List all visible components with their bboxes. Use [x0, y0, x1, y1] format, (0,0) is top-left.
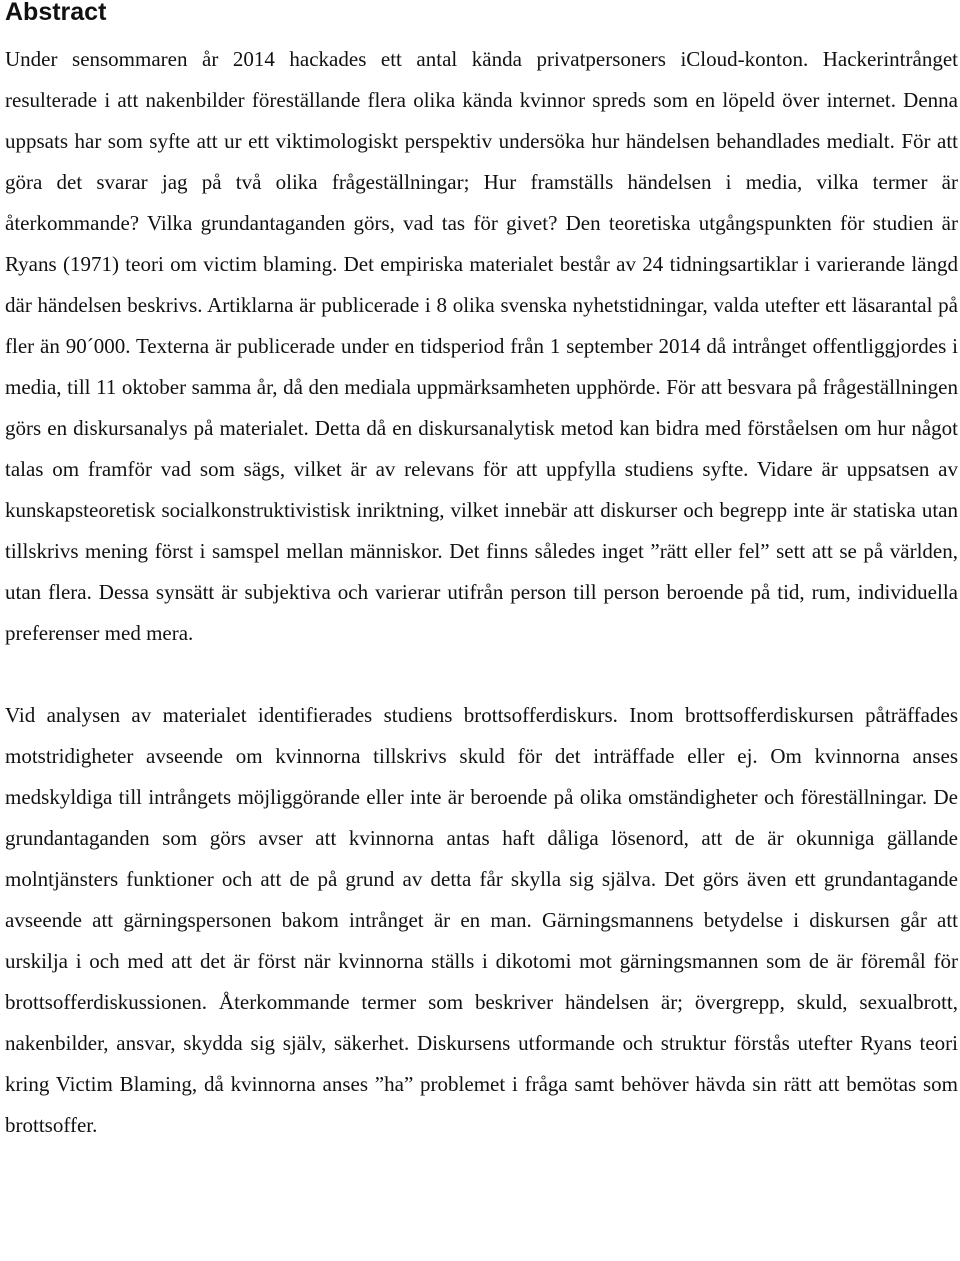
document-page [5, 0, 958, 1146]
abstract-paragraph-2: Vid analysen av materialet identifierades studiens brottsofferdiskurs. Inom brottsofferdiskursen påträffades motstridigheter avseende om kvinnorna tillskrivs skuld för det inträffade eller ej. Om kvinnorna anses medskyldiga till intrångets möjliggörande eller inte är beroende på olika omständigheter och föreställningar. De grundantaganden som görs avser att kvinnorna antas haft dåliga lösenord, att de är okunniga gällande molntjänsters funktioner och att de på grund av detta får skylla sig själva. Det görs även ett grundantagande avseende att gärningspersonen bakom intrånget är en man. Gärningsmannens betydelse i diskursen går att urskilja i och med att det är först när kvinnorna ställs i dikotomi mot gärningsmannen som de är föremål för brottsofferdiskussionen. Återkommande termer som beskriver händelsen är; övergrepp, skuld, sexualbrott, nakenbilder, ansvar, skydda sig själv, säkerhet. Diskursens utformande och struktur förstås utefter Ryans teori kring Victim Blaming, då kvinnorna anses ”ha” problemet i fråga samt behöver hävda sin rätt att bemötas som brottsoffer. [5, 703, 958, 1137]
abstract-heading: Abstract [5, 0, 107, 26]
abstract-paragraph-1: Under sensommaren år 2014 hackades ett antal kända privatpersoners iCloud-konton. Hackerintrånget resulterade i att nakenbilder föreställande flera olika kända kvinnor spreds som en löpeld över internet. Denna uppsats har som syfte att ur ett viktimologiskt perspektiv undersöka hur händelsen behandlades medialt. För att göra det svarar jag på två olika frågeställningar; Hur framställs händelsen i media, vilka termer är återkommande? Vilka grundantaganden görs, vad tas för givet? Den teoretiska utgångspunkten för studien är Ryans (1971) teori om victim blaming. Det empiriska materialet består av 24 tidningsartiklar i varierande längd där händelsen beskrivs. Artiklarna är publicerade i 8 olika svenska nyhetstidningar, valda utefter ett läsarantal på fler än 90´000. Texterna är publicerade under en tidsperiod från 1 september 2014 då intrånget offentliggjordes i media, till 11 oktober samma år, då den mediala uppmärksamheten upphörde. För att besvara på frågeställningen görs en diskursanalys på materialet. Detta då en diskursanalytisk metod kan bidra med förståelsen om hur något talas om framför vad som sägs, vilket är av relevans för att uppfylla studiens syfte. Vidare är uppsatsen av kunskapsteoretisk socialkonstruktivistisk inriktning, vilket innebär att diskurser och begrepp inte är statiska utan tillskrivs mening först i samspel mellan människor. Det finns således inget ”rätt eller fel” sett att se på världen, utan flera. Dessa synsätt är subjektiva och varierar utifrån person till person beroende på tid, rum, individuella preferenser med mera. [5, 47, 958, 645]
